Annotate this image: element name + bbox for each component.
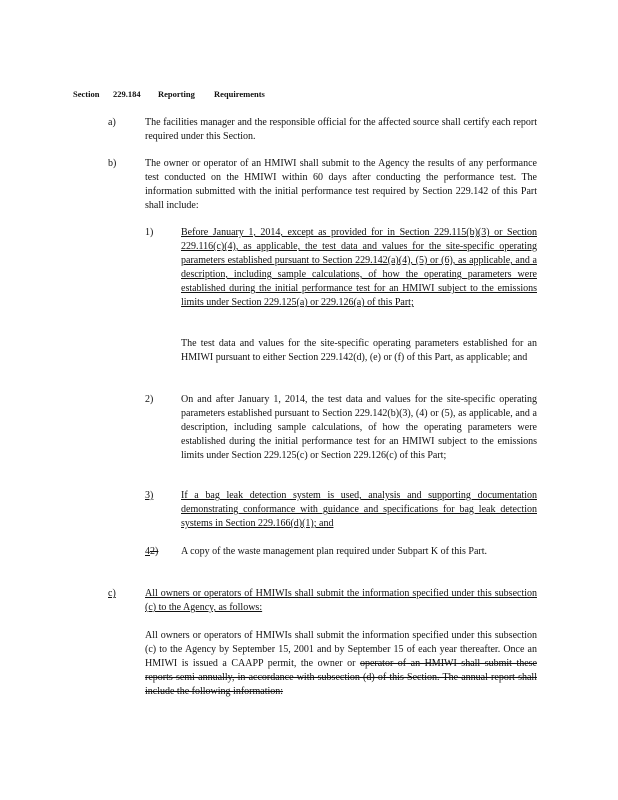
item-b2-label: 2) — [145, 394, 154, 405]
item-c-text-deleted: operator of an HMIWI shall submit these reports semi-annually, in accordance with subsection (d) of this Section. The annual report shall include the following information: — [145, 658, 537, 697]
item-c-text-kept: All owners or operators of HMIWIs shall submit the information specified under this subsection (c) to the Agency by September 15, 2001 and by September 15 of each year thereafter. Once an HMIWI is issued a CAAPP permit, the owner or — [145, 630, 537, 669]
item-b-text: The owner or operator of an HMIWI shall submit to the Agency the results of any performance test conducted on the HMIWI within 60 days after conducting the performance test. The information submitted with the initial performance test required by Section 229.142 of this Part shall include: — [145, 158, 537, 211]
item-c-text-inserted: All owners or operators of HMIWIs shall submit the information specified under this subsection (c) to the Agency, as follows: — [145, 588, 537, 613]
item-b3-text: If a bag leak detection system is used, analysis and supporting documentation demonstrating conformance with guidance and specifications for bag leak detection systems in Section 229.166(d)(1); and — [181, 490, 537, 529]
section-heading — [73, 89, 265, 99]
item-c-text-existing — [145, 629, 537, 699]
section-number: 229.184 — [113, 89, 141, 99]
item-b3-label: 3) — [145, 490, 154, 501]
item-b1-text-existing: The test data and values for the site-specific operating parameters established for an HMIWI pursuant to either Section 229.142(d), (e) or (f) of this Part, as applicable; and — [181, 338, 537, 363]
item-b4-label-deleted: 2) — [150, 546, 159, 557]
item-b1-label: 1) — [145, 227, 154, 238]
section-word: Section — [73, 89, 100, 99]
item-b4-label — [145, 546, 158, 557]
item-b2-text: On and after January 1, 2014, the test data and values for the site-specific operating parameters established pursuant to Section 229.142(b)(3), (4) or (5), as applicable, and a description, including sample calculations, of how the operating parameters were established during the initial performance test for an HMIWI subject to the emissions limits under Section 229.125(c) or Section 229.126(c) of this Part; — [181, 394, 537, 461]
section-title-word1: Reporting — [158, 89, 195, 99]
item-b1-text-inserted: Before January 1, 2014, except as provided for in Section 229.115(b)(3) or Section 229.116(c)(4), as applicable, the test data and values for the site-specific operating parameters established pursuant to Section 229.142(a)(4), (5) or (6), as applicable, and a description, including sample calculations, of how the operating parameters were established during the initial performance test for an HMIWI subject to the emissions limits under Section 229.125(a) or 229.126(a) of this Part; — [181, 227, 537, 308]
item-b-label: b) — [108, 158, 117, 169]
item-b4-text: A copy of the waste management plan required under Subpart K of this Part. — [181, 546, 488, 557]
section-title-word2: Requirements — [214, 89, 265, 99]
item-b4-label-inserted: 4 — [145, 546, 150, 557]
item-a-label: a) — [108, 117, 116, 128]
item-c-label: c) — [108, 588, 116, 599]
item-a-text: The facilities manager and the responsible official for the affected source shall certify each report required under this Section. — [145, 117, 537, 142]
